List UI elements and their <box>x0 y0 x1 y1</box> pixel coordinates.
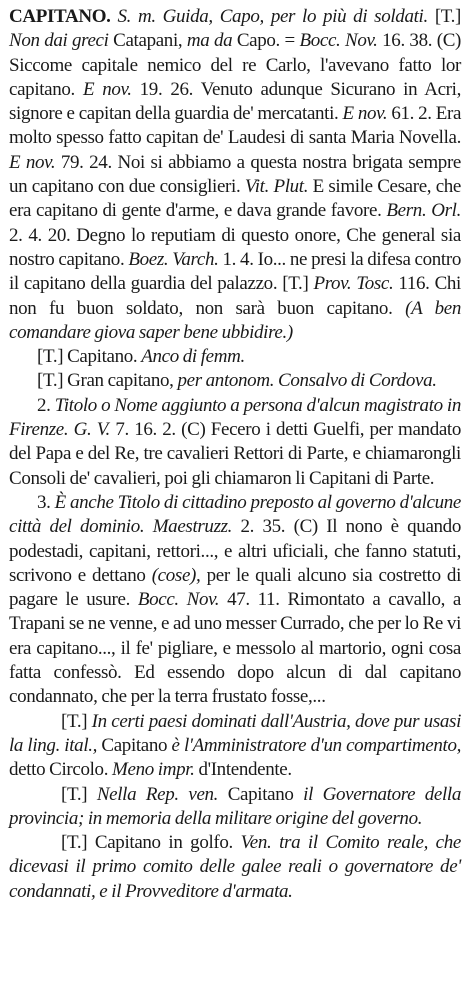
quotation: per le quali alcuno sia costretto di pagare le usure. <box>9 564 461 611</box>
quotation: Chi non fu buon soldato, non sarà buon capitano. <box>9 273 461 319</box>
citation-number: 7. 16. 2. <box>115 419 176 441</box>
note: Anco di femm. <box>141 346 245 368</box>
definition: È anche Titolo di cittadino preposto al governo d'alcune città del dominio. <box>9 491 461 538</box>
note: Consalvo di Cordova. <box>278 370 437 392</box>
tag: [T.] <box>61 710 88 732</box>
tag: [T.] <box>37 370 64 392</box>
definition: Titolo o Nome aggiunto a persona d'alcun magistrato in Firenze. <box>9 394 461 441</box>
note: il Governatore della provincia; in memoria della militare origine del governo. <box>9 783 462 829</box>
source-mark: (C) <box>436 30 461 52</box>
quotation: Venuto adunque Sicurano in Acri, signore e capitan della guardia de' mercatanti. <box>9 78 461 125</box>
note: Non dai greci <box>9 30 109 52</box>
citation-number: 47. 11. <box>227 589 280 611</box>
tag: [T.] <box>434 6 462 27</box>
definition: Guida, Capo, per lo più di soldati. <box>162 6 428 27</box>
part-of-speech: S. m. <box>117 6 156 27</box>
tag: [T.] <box>61 783 88 805</box>
quotation: Rimontato a cavallo, a Trapani se ne venne, e ad uno messer Currado, che per lo Re vi era capitano..., il fe' pigliare, e messolo al martorio, ogni cosa fatta confessò. Ed essendo dopo alcun di dal capitano condannato, che per la terra frustato fosse,... <box>9 589 461 708</box>
quotation: Siccome capitale nemico del re Carlo, l'avevano fatto lor capitano. <box>9 54 461 100</box>
word: d'Intendente. <box>198 759 292 781</box>
subsense-gran-capitano <box>9 369 461 393</box>
word: Capitano. <box>67 346 138 368</box>
quotation-gloss: (cose), <box>151 564 201 586</box>
sense-3 <box>9 491 461 710</box>
note: Nella Rep. ven. <box>96 783 219 805</box>
tag: [T.] <box>61 832 88 854</box>
citation-number: 2. 4. 20. <box>9 224 71 246</box>
note: In certi paesi dominati dall'Austria, dove pur usasi la ling. ital., <box>9 710 461 756</box>
note: per antonom. <box>177 370 275 392</box>
citation: E nov. <box>82 78 132 100</box>
word: detto <box>9 759 46 781</box>
citation-number: 16. 38. <box>382 30 433 52</box>
citation: Boez. Varch. <box>128 248 219 270</box>
quotation: Noi si abbiamo a questa nostra brigata sempre un capitano con due consiglieri. <box>9 151 462 198</box>
equals-sign: = <box>284 30 295 52</box>
citation-number: 2. 35. <box>240 516 286 538</box>
sense-2 <box>9 394 461 491</box>
citation-number: 61. 2. <box>391 103 432 125</box>
quotation: Era molto spesso fatto capitan de' Laudesi di santa Maria Novella. <box>9 103 462 149</box>
word: Circolo. <box>49 759 109 781</box>
note: è l'Amministratore d'un compartimento, <box>171 734 461 756</box>
word: Capitano in golfo. <box>94 832 233 854</box>
citation-number: 116. <box>398 273 430 295</box>
citation: Prov. Tosc. <box>313 273 394 295</box>
quotation: Il nono è quando podestadi, capitani, rettori..., e altri uficiali, che fanno statuti, scrivono e dettano <box>9 516 461 586</box>
subsense-austria <box>9 710 461 783</box>
note: ma da <box>186 30 233 52</box>
sense-number: 2. <box>37 394 51 416</box>
note: Meno impr. <box>112 759 195 781</box>
citation: E nov. <box>9 151 56 173</box>
word: Capitano <box>101 734 168 756</box>
citation: Bocc. Nov. <box>137 589 220 611</box>
quotation: E simile Cesare, che era capitano di gente d'arme, e dava grande favore. <box>9 176 462 222</box>
source-mark: (C) <box>293 516 318 538</box>
note: (A ben comandare giova saper bene ubbidire.) <box>9 297 461 343</box>
entry-capitano <box>9 5 461 345</box>
citation: Maestruzz. <box>152 516 233 538</box>
word: Catapani, <box>113 30 183 52</box>
source-mark: (C) <box>181 419 206 441</box>
citation-number: 1. 4. <box>222 248 254 270</box>
word: Gran capitano, <box>67 370 174 392</box>
citation: Vit. Plut. <box>244 176 309 198</box>
headword: CAPITANO. <box>9 6 111 27</box>
subsense-golfo <box>9 831 461 904</box>
citation: G. V. <box>73 419 110 441</box>
citation: E nov. <box>342 103 388 125</box>
tag: [T.] <box>37 346 64 368</box>
quotation: Degno lo reputiam di questo onore, Che general sia nostro capitano. <box>9 224 461 270</box>
subsense-feminine <box>9 345 461 369</box>
citation-number: 79. 24. <box>60 151 112 173</box>
citation-number: 19. 26. <box>139 78 194 100</box>
citation: Bocc. Nov. <box>299 30 378 52</box>
quotation: Fecero i detti Guelfi, per mandato del Papa e del Re, tre cavalieri Rettori di Parte, e chiamarongli Consoli de' cavalieri, poi gli chiamaron li Capitani di Parte. <box>9 419 462 489</box>
citation: Bern. Orl. <box>386 200 461 222</box>
sense-number: 3. <box>37 491 51 513</box>
word: Capitano <box>227 783 294 805</box>
note: Ven. tra il Comito reale, che dicevasi il primo comito delle galee reali o governatore de' condannati, e il Provveditore d'armata. <box>9 832 461 902</box>
quotation: Io... ne presi la difesa contro il capitano della guardia del palazzo. <box>9 248 461 295</box>
tag: [T.] <box>282 273 309 295</box>
word: Capo. <box>236 30 280 52</box>
subsense-venice <box>9 783 461 832</box>
